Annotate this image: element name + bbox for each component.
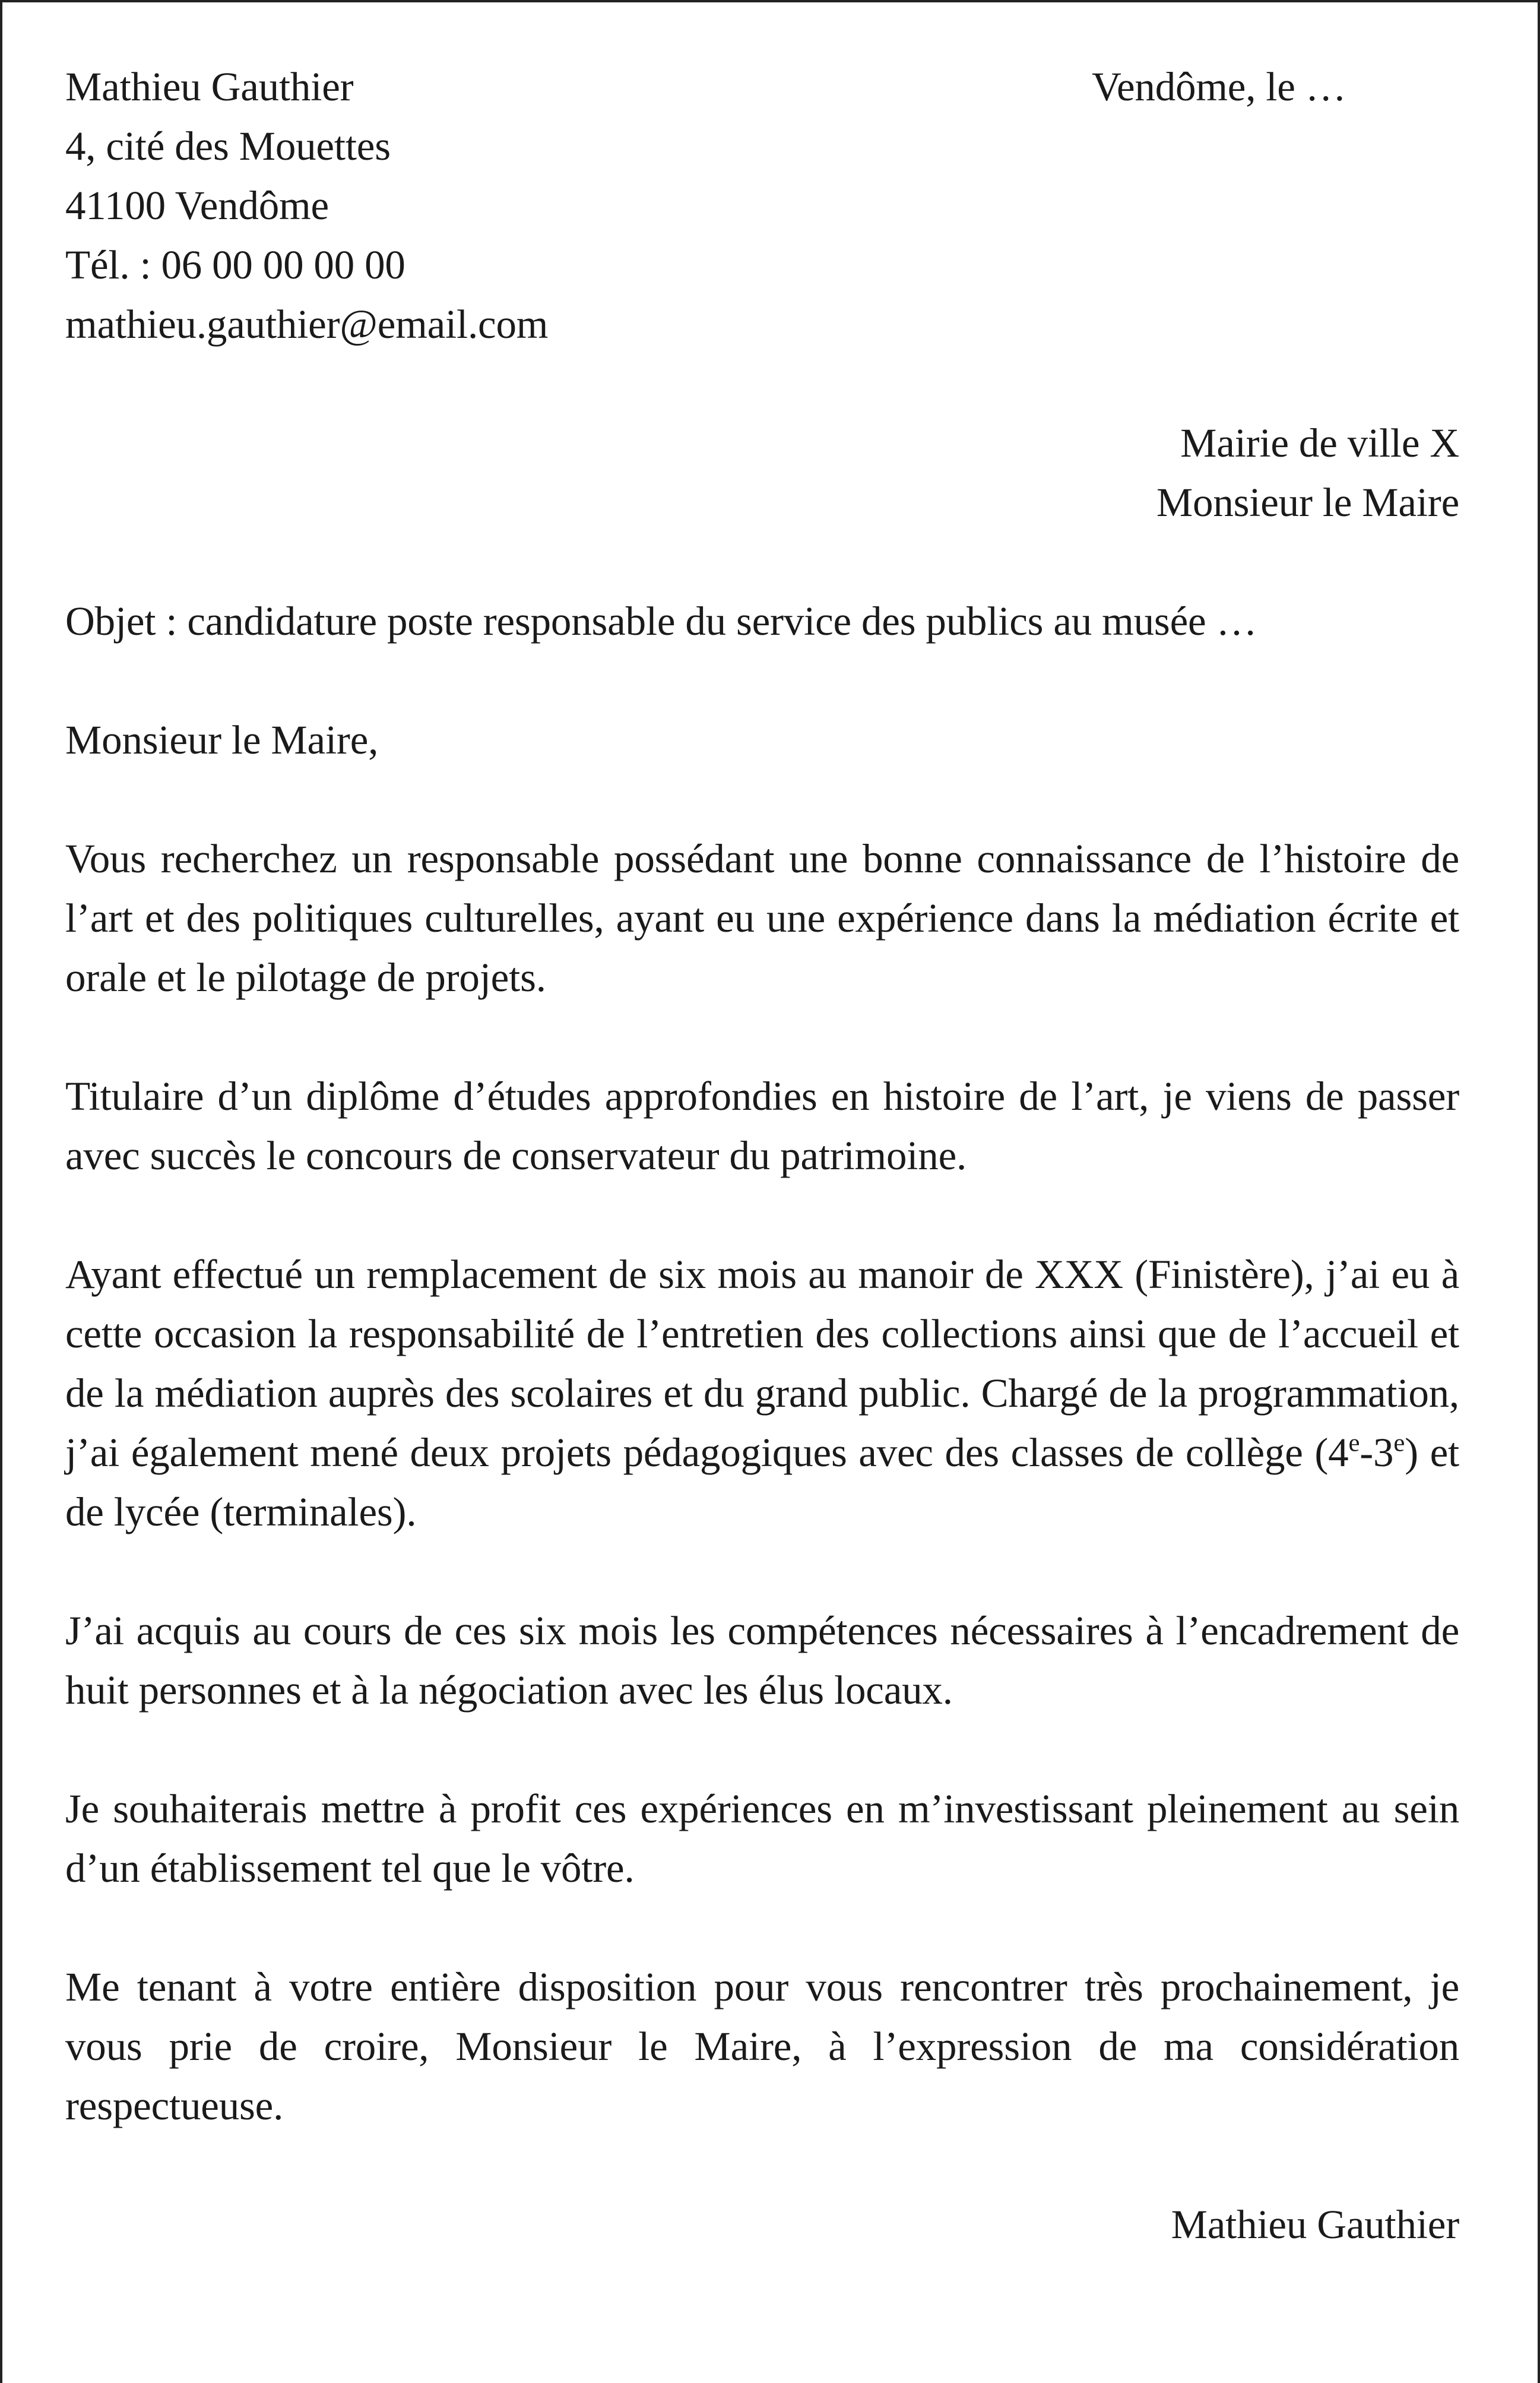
sender-block [65,57,896,354]
paragraph-5: Je souhaiterais mettre à profit ces expériences en m’investissant pleinement au sein d’un établissement tel que le vôtre. [65,1786,1459,1891]
paragraph-1: Vous recherchez un responsable possédant une bonne connaissance de l’histoire de l’art et des politiques culturelles, ayant eu une expérience dans la médiation écrite et orale et le pilotage de projets. [65,836,1459,1000]
recipient-block [1156,413,1459,532]
recipient-line2: Monsieur le Maire [1156,480,1459,525]
sender-address-line2: 41100 Vendôme [65,183,329,228]
paragraph-2: Titulaire d’un diplôme d’études approfondies en histoire de l’art, je viens de passer avec succès le concours de conservateur du patrimoine. [65,1074,1459,1178]
sender-address-line1: 4, cité des Mouettes [65,124,391,169]
paragraph-3-text-end: ) et de lycée (terminales). [65,1430,1459,1534]
paragraph-4: J’ai acquis au cours de ces six mois les compétences nécessaires à l’encadrement de huit personnes et à la négociation avec les élus locaux. [65,1608,1459,1713]
paragraph-6: Me tenant à votre entière disposition pour vous rencontrer très prochainement, je vous prie de croire, Monsieur le Maire, à l’expression de ma considération respectueuse. [65,1964,1459,2128]
place-date: Vendôme, le … [1092,64,1346,109]
paragraph-3 [65,1245,1459,1542]
salutation: Monsieur le Maire, [65,717,379,762]
signature: Mathieu Gauthier [1171,2202,1459,2247]
paragraph-3-text-middle: -3 [1360,1430,1394,1475]
superscript-e: e [1393,1429,1405,1457]
sender-name: Mathieu Gauthier [65,64,354,109]
superscript-e: e [1348,1429,1360,1457]
sender-email: mathieu.gauthier@email.com [65,302,549,347]
sender-phone: Tél. : 06 00 00 00 00 [65,242,405,287]
paragraph-3-text: Ayant effectué un remplacement de six mois au manoir de XXX (Finistère), j’ai eu à cette occasion la responsabilité de l’entretien des collections ainsi que de l’accueil et de la médiation auprès des scolaires et du grand public. Chargé de la programmation, j’ai également mené deux projets pédagogiques avec des classes de collège (4 [65,1252,1459,1475]
recipient-line1: Mairie de ville X [1180,420,1459,466]
object-line: Objet : candidature poste responsable du service des publics au musée … [65,599,1257,644]
